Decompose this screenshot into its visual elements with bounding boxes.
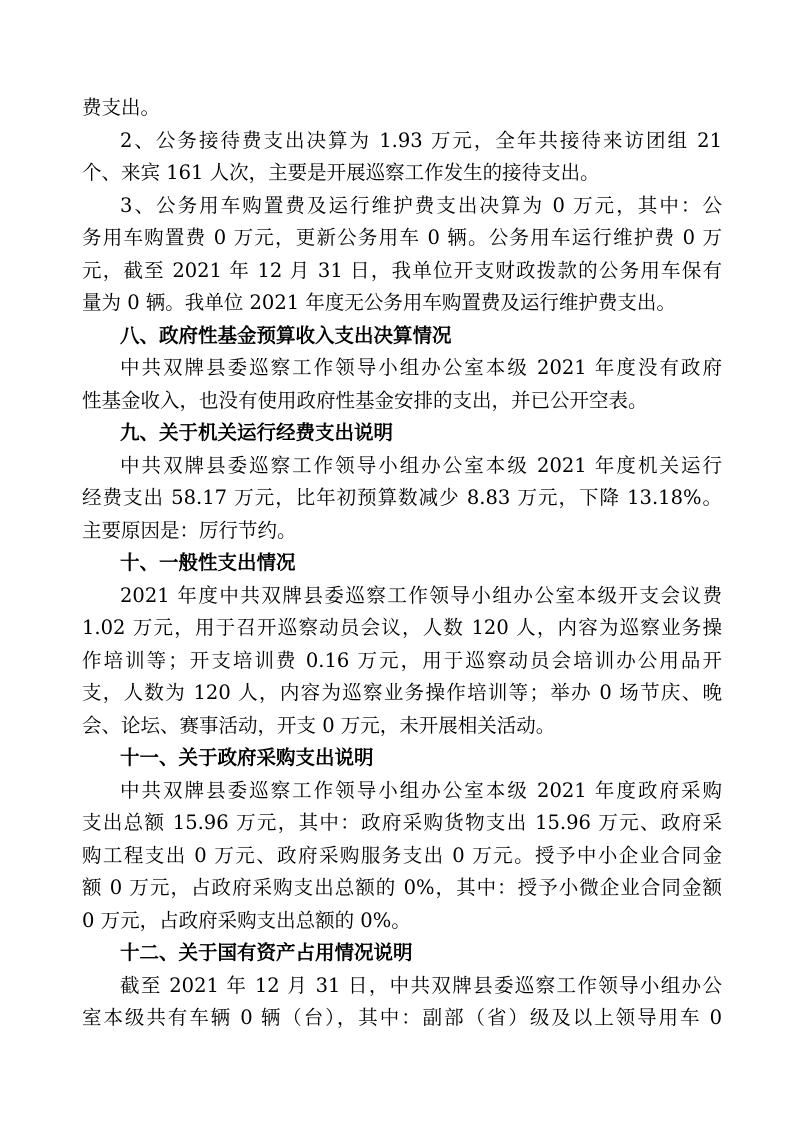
section-heading: 九、关于机关运行经费支出说明	[120, 421, 394, 444]
paragraph-line: 中共双牌县委巡察工作领导小组办公室本级 2021 年度没有政府	[120, 356, 722, 379]
paragraph-line: 0 万元，占政府采购支出总额的 0%。	[82, 908, 411, 932]
paragraph-line: 中共双牌县委巡察工作领导小组办公室本级 2021 年度机关运行	[120, 453, 722, 477]
paragraph-line: 经费支出 58.17 万元，比年初预算数减少 8.83 万元，下降 13.18%。	[82, 486, 722, 509]
paragraph-line: 性基金收入，也没有使用政府性基金安排的支出，并已公开空表。	[82, 388, 648, 412]
paragraph-line: 元，截至 2021 年 12 月 31 日，我单位开支财政拨款的公务用车保有	[82, 258, 722, 282]
paragraph-line: 2021 年度中共双牌县委巡察工作领导小组办公室本级开支会议费	[120, 583, 722, 607]
section-heading: 十一、关于政府采购支出说明	[120, 746, 374, 769]
paragraph-line: 2、公务接待费支出决算为 1.93 万元，全年共接待来访团组 21	[120, 128, 722, 152]
paragraph-line: 主要原因是：厉行节约。	[82, 518, 297, 542]
section-heading: 十、一般性支出情况	[120, 551, 296, 574]
paragraph-line: 支，人数为 120 人，内容为巡察业务操作培训等；举办 0 场节庆、晚	[82, 681, 722, 704]
paragraph-line: 购工程支出 0 万元、政府采购服务支出 0 万元。授予中小企业合同金	[82, 843, 722, 867]
paragraph-line: 室本级共有车辆 0 辆（台），其中：副部（省）级及以上领导用车 0	[82, 1006, 722, 1029]
paragraph-line: 截至 2021 年 12 月 31 日，中共双牌县委巡察工作领导小组办公	[120, 973, 722, 997]
section-heading: 十二、关于国有资产占用情况说明	[120, 941, 413, 964]
paragraph-line: 费支出。	[82, 96, 161, 119]
paragraph-line: 量为 0 辆。我单位 2021 年度无公务用车购置费及运行维护费支出。	[82, 291, 676, 314]
paragraph-line: 作培训等；开支培训费 0.16 万元，用于巡察动员会培训办公用品开	[82, 648, 722, 672]
section-heading: 八、政府性基金预算收入支出决算情况	[120, 323, 452, 347]
paragraph-line: 额 0 万元，占政府采购支出总额的 0%，其中：授予小微企业合同金额	[82, 876, 722, 899]
document-page	[82, 92, 722, 1035]
paragraph-line: 会、论坛、赛事活动，开支 0 万元，未开展相关活动。	[82, 713, 556, 737]
paragraph-line: 3、公务用车购置费及运行维护费支出决算为 0 万元，其中：公	[120, 193, 722, 217]
paragraph-line: 务用车购置费 0 万元，更新公务用车 0 辆。公务用车运行维护费 0 万	[82, 226, 722, 249]
paragraph-line: 1.02 万元，用于召开巡察动员会议，人数 120 人，内容为巡察业务操	[82, 616, 722, 639]
paragraph-line: 中共双牌县委巡察工作领导小组办公室本级 2021 年度政府采购	[120, 778, 722, 802]
paragraph-line: 支出总额 15.96 万元，其中：政府采购货物支出 15.96 万元、政府采	[82, 811, 722, 834]
paragraph-line: 个、来宾 161 人次，主要是开展巡察工作发生的接待支出。	[82, 161, 600, 184]
